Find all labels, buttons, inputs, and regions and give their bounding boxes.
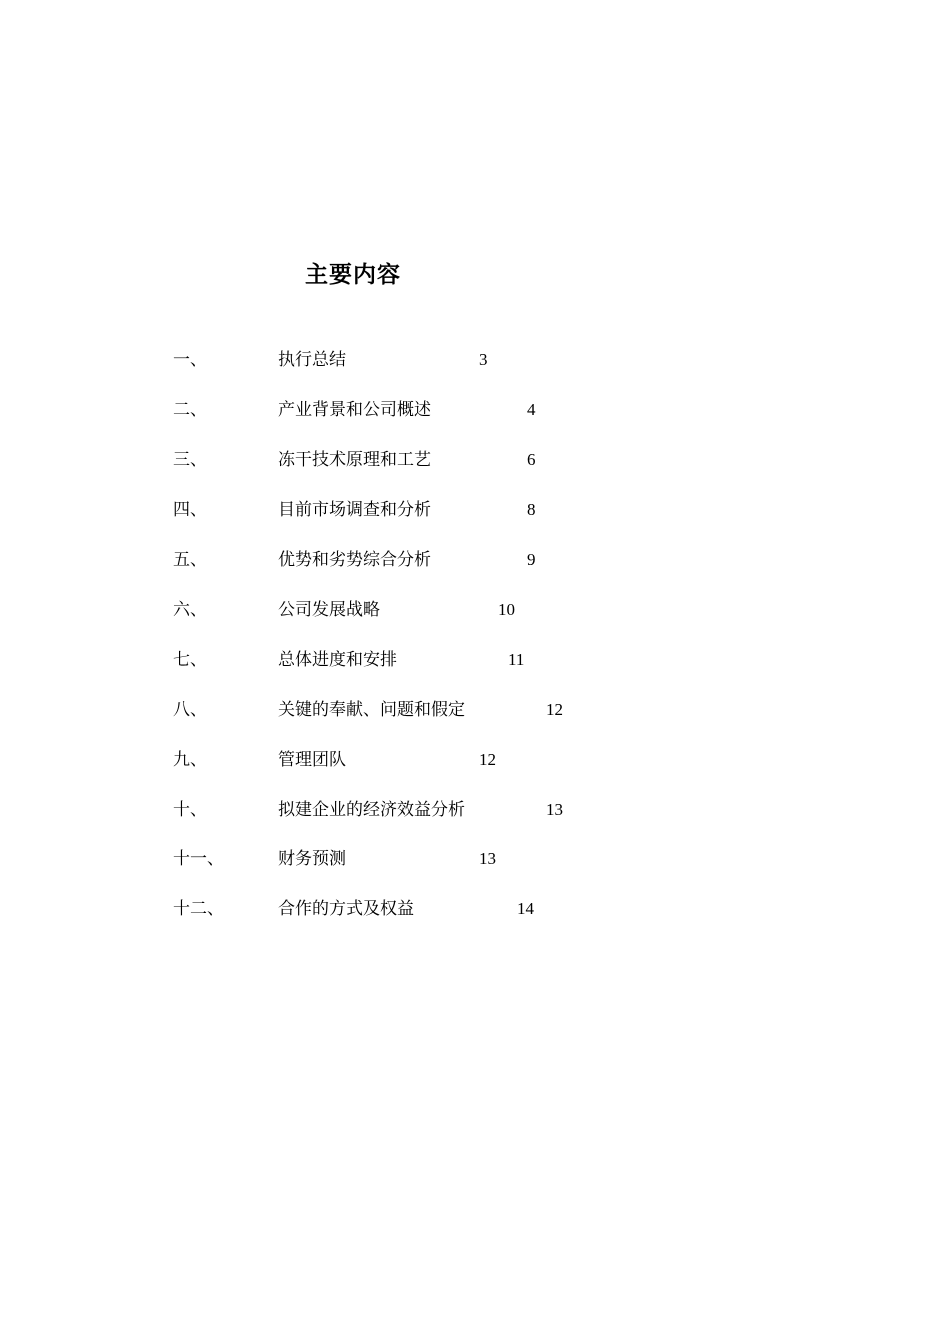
toc-entry-number: 五、 <box>173 550 207 570</box>
toc-entry <box>0 697 950 723</box>
toc-entry <box>0 497 950 523</box>
toc-entry-title: 拟建企业的经济效益分析 <box>278 800 465 820</box>
toc-entry <box>0 347 950 373</box>
toc-entry-title: 管理团队 <box>278 750 346 770</box>
toc-entry <box>0 747 950 773</box>
toc-entry-number: 十、 <box>173 800 207 820</box>
toc-entry <box>0 597 950 623</box>
toc-entry <box>0 896 950 922</box>
toc-entry-title: 产业背景和公司概述 <box>278 400 431 420</box>
toc-entry-page: 6 <box>527 450 536 469</box>
toc-entry-title: 总体进度和安排 <box>278 650 397 670</box>
toc-entry-title: 冻干技术原理和工艺 <box>278 450 431 470</box>
toc-entry-page: 12 <box>479 750 496 769</box>
toc-entry-page: 14 <box>517 899 534 918</box>
toc-entry-page: 8 <box>527 500 536 519</box>
toc-entry-title: 关键的奉献、问题和假定 <box>278 700 465 720</box>
toc-entry-page: 11 <box>508 650 525 669</box>
toc-entry-title: 执行总结 <box>278 350 346 370</box>
toc-entry-page: 4 <box>527 400 536 419</box>
toc-entry-page: 12 <box>546 700 563 719</box>
toc-entry <box>0 647 950 673</box>
toc-entry-page: 9 <box>527 550 536 569</box>
toc-entry-number: 十一、 <box>173 849 224 869</box>
toc-entry-title: 合作的方式及权益 <box>278 899 414 919</box>
toc-entry-page: 13 <box>546 800 563 819</box>
toc-entry-title: 目前市场调查和分析 <box>278 500 431 520</box>
toc-entry-title: 优势和劣势综合分析 <box>278 550 431 570</box>
toc-entry-number: 六、 <box>173 600 207 620</box>
toc-entry-page: 13 <box>479 849 496 868</box>
toc-entry <box>0 797 950 823</box>
toc-entry-number: 九、 <box>173 750 207 770</box>
toc-entry <box>0 397 950 423</box>
toc-entry-number: 十二、 <box>173 899 224 919</box>
toc-entry-number: 八、 <box>173 700 207 720</box>
toc-entry-number: 一、 <box>173 350 207 370</box>
toc-entry-number: 七、 <box>173 650 207 670</box>
page-title: 主要内容 <box>305 262 401 288</box>
toc-entry-number: 四、 <box>173 500 207 520</box>
toc-entry <box>0 547 950 573</box>
toc-entry-page: 3 <box>479 350 488 369</box>
toc-entry-number: 三、 <box>173 450 207 470</box>
toc-entry-title: 财务预测 <box>278 849 346 869</box>
toc-entry-number: 二、 <box>173 400 207 420</box>
toc-entry <box>0 447 950 473</box>
toc-entry-title: 公司发展战略 <box>278 600 380 620</box>
toc-entry <box>0 846 950 872</box>
toc-entry-page: 10 <box>498 600 515 619</box>
